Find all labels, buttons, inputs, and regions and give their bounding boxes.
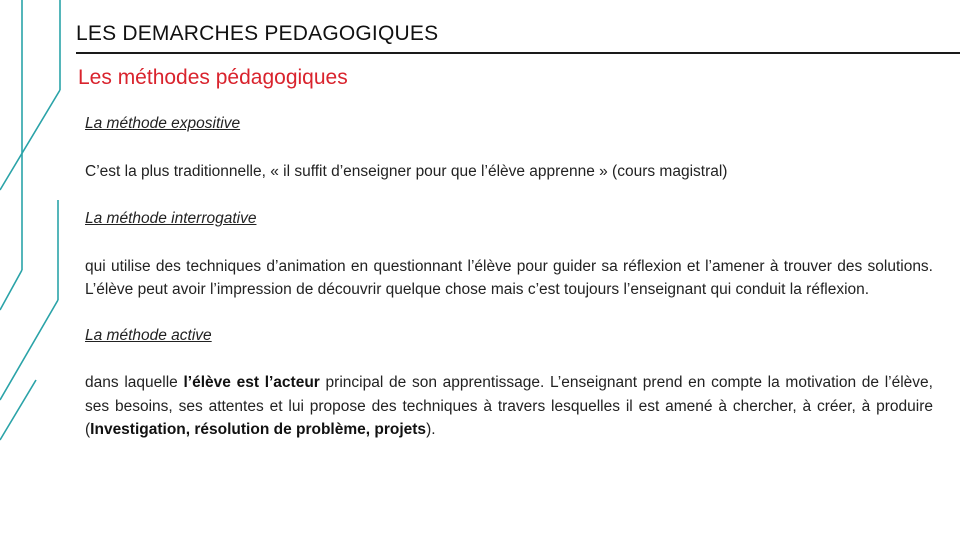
page-subtitle: Les méthodes pédagogiques — [78, 66, 348, 89]
section-heading-expositive: La méthode expositive — [85, 115, 241, 132]
text-part: principal de son apprentissage. L’enseignant prend en compte la motivation de l’élève, ses besoins, ses attentes et lui propose des techniques à travers lesquelles il est amené à chercher, à créer, à produire ( — [85, 374, 933, 438]
decorative-lines — [0, 0, 80, 540]
content-body — [85, 112, 933, 442]
section-text-active — [85, 371, 933, 442]
section-heading-interrogative: La méthode interrogative — [85, 210, 257, 227]
section-text-expositive: C’est la plus traditionnelle, « il suffit d’enseigner pour que l’élève apprenne » (cours magistral) — [85, 162, 728, 180]
page-title: LES DEMARCHES PEDAGOGIQUES — [76, 22, 439, 45]
bold-text: l’élève est l’acteur — [183, 374, 320, 391]
text-part: ). — [426, 421, 436, 438]
bold-text: Investigation, résolution de problème, projets — [90, 421, 427, 438]
section-heading-active: La méthode active — [85, 326, 212, 344]
section-text-interrogative: qui utilise des techniques d’animation en questionnant l’élève pour guider sa réflexion et l’amener à trouver des solutions. L’élève peut avoir l’impression de découvrir quelque chose mais c’est toujours l’enseignant qui conduit la réflexion. — [85, 257, 933, 298]
text-part: dans laquelle — [85, 374, 184, 391]
